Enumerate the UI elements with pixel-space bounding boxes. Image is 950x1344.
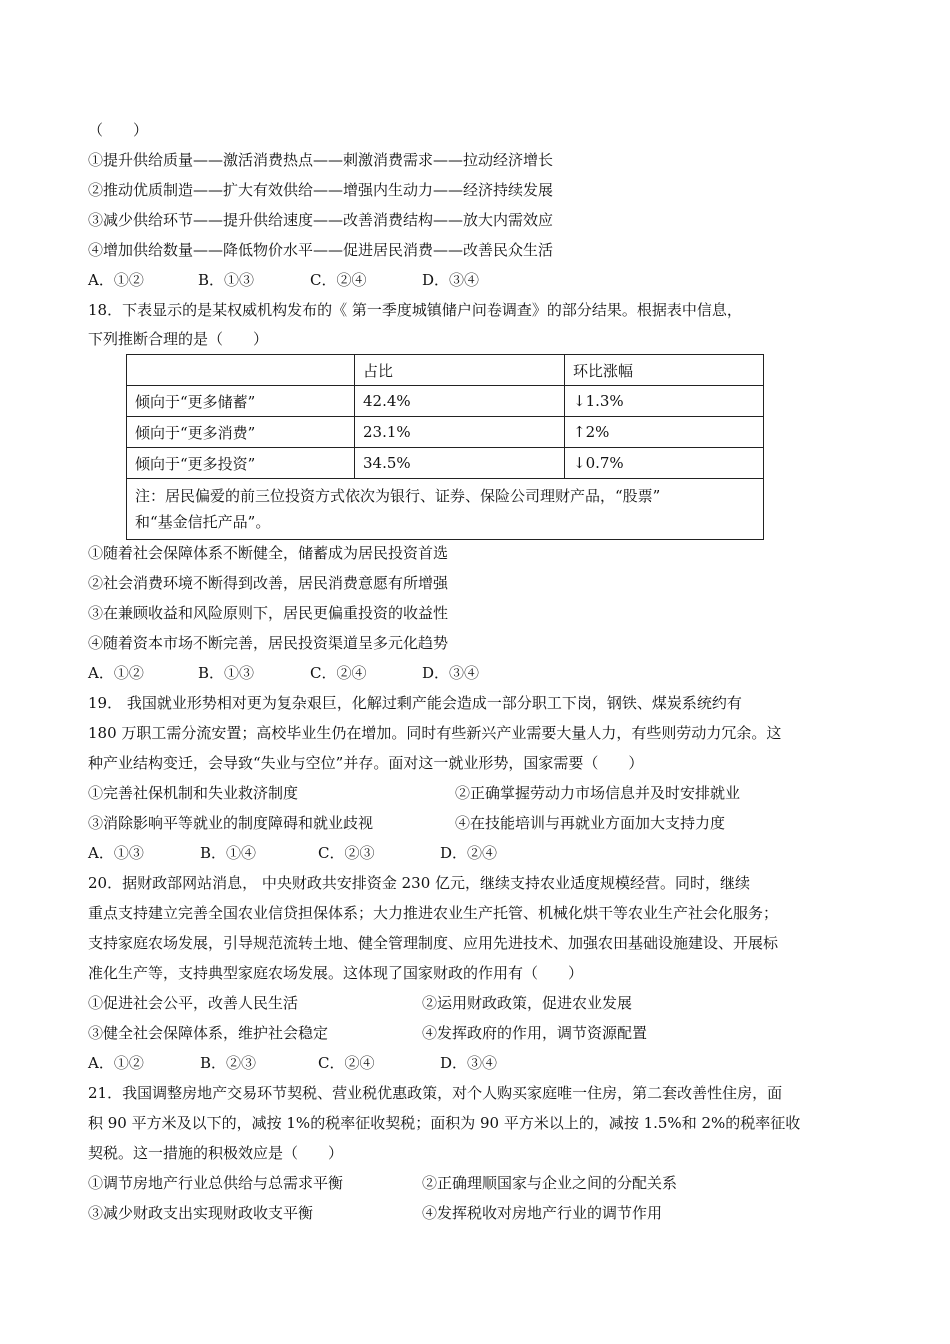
table-header-blank bbox=[127, 355, 355, 386]
q18-option-2: ②社会消费环境不断得到改善，居民消费意愿有所增强 bbox=[88, 574, 449, 592]
q18-option-1: ①随着社会保障体系不断健全，储蓄成为居民投资首选 bbox=[88, 544, 449, 562]
table-cell-label: 倾向于“更多消费” bbox=[127, 417, 355, 448]
q20-stem-line-3: 支持家庭农场发展，引导规范流转土地、健全管理制度、应用先进技术、加强农田基础设施建设、开展标 bbox=[88, 934, 779, 952]
q19-option-2: ②正确掌握劳动力市场信息并及时安排就业 bbox=[455, 784, 741, 802]
q17-option-2: ②推动优质制造——扩大有效供给——增强内生动力——经济持续发展 bbox=[88, 181, 554, 199]
q20-option-2: ②运用财政政策，促进农业发展 bbox=[422, 994, 633, 1012]
q18-option-3: ③在兼顾收益和风险原则下，居民更偏重投资的收益性 bbox=[88, 604, 449, 622]
table-row bbox=[127, 386, 764, 417]
q17-option-4: ④增加供给数量——降低物价水平——促进居民消费——改善民众生活 bbox=[88, 241, 554, 259]
q21-option-4: ④发挥税收对房地产行业的调节作用 bbox=[422, 1204, 663, 1222]
table-cell-label: 倾向于“更多储蓄” bbox=[127, 386, 355, 417]
table-cell-change: ↓0.7% bbox=[565, 448, 764, 479]
q18-stem-line-1: 18．下表显示的是某权威机构发布的《 第一季度城镇储户问卷调查》的部分结果。根据表中信息， bbox=[88, 301, 742, 319]
q19-choice-c: C．②③ bbox=[318, 844, 375, 862]
q19-choice-a: A．①③ bbox=[88, 844, 144, 862]
table-note-line-1: 注：居民偏爱的前三位投资方式依次为银行、证券、保险公司理财产品，“股票” bbox=[135, 487, 661, 505]
table-row bbox=[127, 448, 764, 479]
table-header-row bbox=[127, 355, 764, 386]
q19-choice-b: B．①④ bbox=[200, 844, 257, 862]
table-cell-share: 34.5% bbox=[355, 448, 565, 479]
q18-choice-d: D．③④ bbox=[422, 664, 480, 682]
q19-option-3: ③消除影响平等就业的制度障碍和就业歧视 bbox=[88, 814, 374, 832]
table-header-change: 环比涨幅 bbox=[565, 355, 764, 386]
q21-stem-line-1: 21．我国调整房地产交易环节契税、营业税优惠政策，对个人购买家庭唯一住房，第二套改善性住房，面 bbox=[88, 1084, 783, 1102]
q21-option-3: ③减少财政支出实现财政收支平衡 bbox=[88, 1204, 314, 1222]
q17-choice-c: C．②④ bbox=[310, 271, 367, 289]
q21-option-2: ②正确理顺国家与企业之间的分配关系 bbox=[422, 1174, 678, 1192]
q20-stem-line-2: 重点支持建立完善全国农业信贷担保体系；大力推进农业生产托管、机械化烘干等农业生产社会化服务； bbox=[88, 904, 779, 922]
q19-option-4: ④在技能培训与再就业方面加大支持力度 bbox=[455, 814, 726, 832]
table-note bbox=[127, 479, 764, 540]
q17-option-3: ③减少供给环节——提升供给速度——改善消费结构——放大内需效应 bbox=[88, 211, 554, 229]
q19-stem-line-3: 种产业结构变迁，会导致“失业与空位”并存。面对这一就业形势，国家需要（ ） bbox=[88, 754, 644, 772]
q20-choice-d: D．③④ bbox=[440, 1054, 498, 1072]
q18-option-4: ④随着资本市场不断完善，居民投资渠道呈多元化趋势 bbox=[88, 634, 449, 652]
q20-stem-line-4: 准化生产等，支持典型家庭农场发展。这体现了国家财政的作用有（ ） bbox=[88, 964, 584, 982]
table-cell-label: 倾向于“更多投资” bbox=[127, 448, 355, 479]
table-cell-change: ↑2% bbox=[565, 417, 764, 448]
survey-table bbox=[126, 354, 764, 540]
table-header-share: 占比 bbox=[355, 355, 565, 386]
q19-stem-line-1: 19． 我国就业形势相对更为复杂艰巨，化解过剩产能会造成一部分职工下岗，钢铁、煤炭系统约有 bbox=[88, 694, 742, 712]
q21-stem-line-2: 积 90 平方米及以下的，减按 1%的税率征收契税；面积为 90 平方米以上的，减按 1.5%和 2%的税率征收 bbox=[88, 1114, 801, 1132]
q17-choice-b: B．①③ bbox=[198, 271, 255, 289]
table-note-line-2: 和“基金信托产品”。 bbox=[135, 513, 271, 531]
q18-choice-a: A．①② bbox=[88, 664, 144, 682]
q20-option-3: ③健全社会保障体系，维护社会稳定 bbox=[88, 1024, 329, 1042]
q20-option-1: ①促进社会公平，改善人民生活 bbox=[88, 994, 299, 1012]
table-note-row bbox=[127, 479, 764, 540]
q20-stem-line-1: 20．据财政部网站消息， 中央财政共安排资金 230 亿元，继续支持农业适度规模经营。同时，继续 bbox=[88, 874, 751, 892]
q20-choice-a: A．①② bbox=[88, 1054, 144, 1072]
q17-option-1: ①提升供给质量——激活消费热点——刺激消费需求——拉动经济增长 bbox=[88, 151, 554, 169]
q17-choice-a: A．①② bbox=[88, 271, 144, 289]
q20-choice-c: C．②④ bbox=[318, 1054, 375, 1072]
q18-choice-c: C．②④ bbox=[310, 664, 367, 682]
table-cell-share: 42.4% bbox=[355, 386, 565, 417]
table-row bbox=[127, 417, 764, 448]
q20-option-4: ④发挥政府的作用，调节资源配置 bbox=[422, 1024, 648, 1042]
q17-choice-d: D．③④ bbox=[422, 271, 480, 289]
q20-choice-b: B．②③ bbox=[200, 1054, 257, 1072]
q21-option-1: ①调节房地产行业总供给与总需求平衡 bbox=[88, 1174, 344, 1192]
q18-stem-line-2: 下列推断合理的是（ ） bbox=[88, 330, 269, 348]
q19-stem-line-2: 180 万职工需分流安置；高校毕业生仍在增加。同时有些新兴产业需要大量人力，有些则劳动力冗余。这 bbox=[88, 724, 782, 742]
q17-paren: （ ） bbox=[88, 121, 149, 139]
q19-choice-d: D．②④ bbox=[440, 844, 498, 862]
table-cell-share: 23.1% bbox=[355, 417, 565, 448]
q18-choice-b: B．①③ bbox=[198, 664, 255, 682]
table-cell-change: ↓1.3% bbox=[565, 386, 764, 417]
q21-stem-line-3: 契税。这一措施的积极效应是（ ） bbox=[88, 1144, 344, 1162]
q19-option-1: ①完善社保机制和失业救济制度 bbox=[88, 784, 299, 802]
